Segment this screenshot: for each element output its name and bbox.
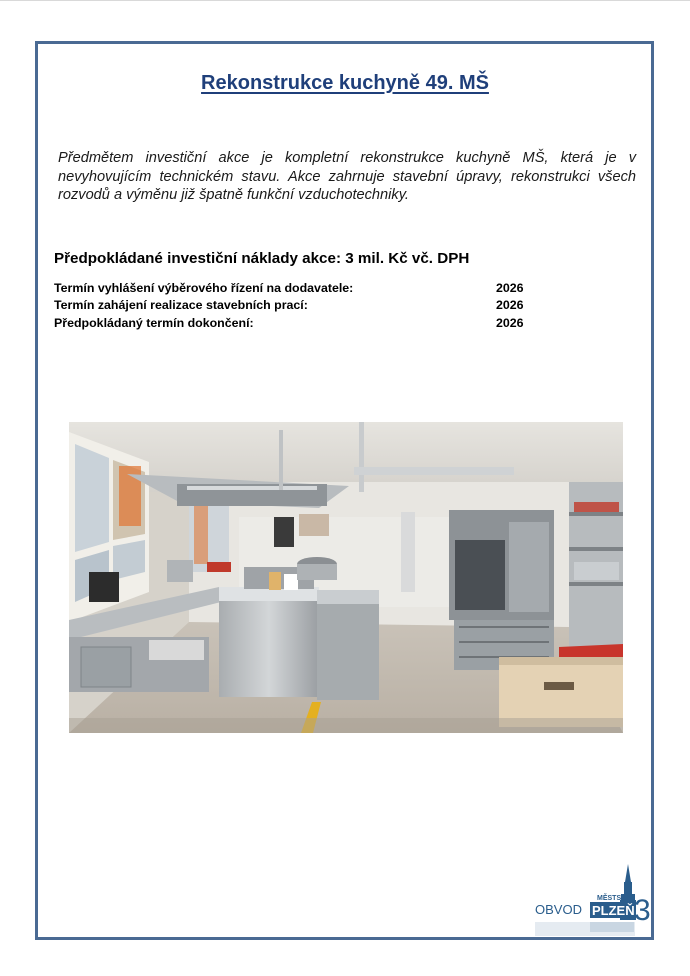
kitchen-photo [69,422,623,733]
schedule-label: Termín vyhlášení výběrového řízení na dodavatele: [54,280,354,295]
document-title: Rekonstrukce kuchyně 49. MŠ [201,72,489,94]
mestsky-obvod-plzen-3-logo [530,860,655,940]
schedule-label: Termín zahájení realizace stavebních prací: [54,298,308,313]
logo-line2-left: OBVOD [535,902,582,917]
schedule-label: Předpokládaný termín dokončení: [54,315,254,330]
schedule-row [54,314,534,332]
logo-number: 3 [634,894,651,927]
schedule-value: 2026 [496,315,524,330]
project-description: Předmětem investiční akce je kompletní rekonstrukce kuchyně MŠ, která je v nevyhovujícím technickém stavu. Akce zahrnuje stavební úpravy, rekonstrukci všech rozvodů a výměnu již špatně funkční vzduchotechniky. [58,150,636,203]
schedule-table [54,279,534,332]
top-rule [0,0,690,1]
schedule-row [54,279,534,297]
schedule-value: 2026 [496,298,524,313]
investment-costs: Předpokládané investiční náklady akce: 3 mil. Kč vč. DPH [54,250,470,267]
logo-line1: MĚSTSKÝ [597,895,631,902]
schedule-value: 2026 [496,280,524,295]
schedule-row [54,297,534,315]
logo-line2-right: PLZEŇ [592,903,635,918]
